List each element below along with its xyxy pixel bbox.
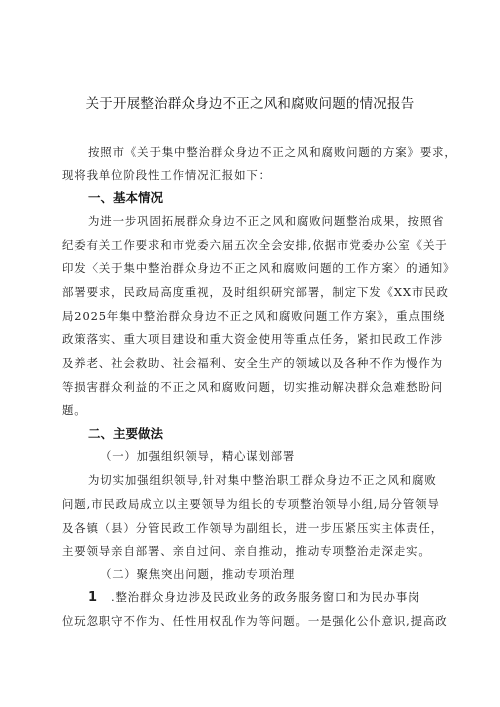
subsection-1-line: 为切实加强组织领导,针对集中整治职工群众身边不正之风和腐败 — [88, 473, 437, 487]
section-1-line: 为进一步巩固拓展群众身边不正之风和腐败问题整治成果，按照省 — [88, 214, 445, 228]
subsection-1-title: （一）加强组织领导，精心谋划部署 — [100, 449, 296, 463]
section-1-line: 及养老、社会救助、社会福利、安全生产的领域以及各种不作为慢作为 — [62, 356, 444, 370]
intro-line-2: 现将我单位阶段性工作情况汇报如下： — [62, 168, 271, 182]
section-1-heading: 一、基本情况 — [88, 190, 164, 205]
subsection-1-line: 问题,市民政局成立以主要领导为组长的专项整治领导小组,局分管领导 — [62, 497, 440, 511]
numbered-item-1-continuation: 位玩忽职守不作为、任性用权乱作为等问题。一是强化公仆意识,提高政 — [62, 614, 448, 628]
section-1-line: 印发〈关于集中整治群众身边不正之风和腐败问题的工作方案〉的通知》 — [62, 261, 456, 275]
section-1-line: 题。 — [62, 403, 87, 417]
section-1-line: 局2025年集中整治群众身边不正之风和腐败问题工作方案》，重点围绕 — [62, 309, 446, 323]
item-number: 1 — [88, 590, 98, 605]
subsection-2-title: （二）聚焦突出问题，推动专项治理 — [100, 567, 296, 581]
section-1-line: 纪委有关工作要求和市党委六届五次全会安排,依据市党委办公室《关于 — [62, 238, 448, 252]
subsection-1-line: 及各镇（县）分管民政工作领导为副组长，进一步压紧压实主体责任， — [62, 521, 444, 535]
section-2-heading: 二、主要做法 — [88, 426, 164, 441]
numbered-item-1 — [88, 589, 420, 605]
section-1-line: 政策落实、重大项目建设和重大资金使用等重点任务，紧扣民政工作涉 — [62, 332, 444, 346]
section-1-line: 部署要求，民政局高度重视，及时组织研究部署，制定下发《XX市民政 — [62, 285, 449, 299]
document-title: 关于开展整治群众身边不正之风和腐败问题的情况报告 — [85, 96, 415, 112]
subsection-1-line: 主要领导亲自部署、亲自过问、亲自推动，推动专项整治走深走实。 — [62, 544, 431, 558]
intro-line-1: 按照市《关于集中整治群众身边不正之风和腐败问题的方案》要求， — [88, 145, 457, 159]
item-text: .整治群众身边涉及民政业务的政务服务窗口和为民办事岗 — [111, 590, 421, 604]
section-1-line: 等损害群众利益的不正之风和腐败问题，切实推动解决群众急难愁盼问 — [62, 380, 444, 394]
